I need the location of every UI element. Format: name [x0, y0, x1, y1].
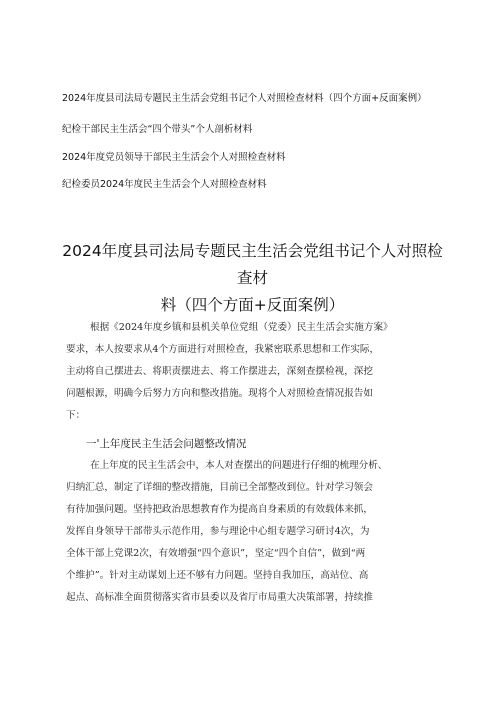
body-line-1: 在上年度的民主生活会中，本人对查摆出的问题进行仔细的梳理分析、: [90, 460, 388, 471]
document-title: [60, 238, 445, 319]
toc-item-4[interactable]: 纪检委员2024年度民主生活会个人对照检查材料: [62, 179, 267, 190]
intro-paragraph: [66, 317, 436, 427]
document-title-line-2: 料（四个方面+反面案例）: [160, 296, 345, 314]
body-line-6: 个维护”。针对主动谋划上还不够有力问题。坚持自我加压，高站位、高: [66, 570, 369, 581]
section-heading: 一'上年度民主生活会问题整改情况: [86, 438, 247, 450]
body-line-2: 归纳汇总，制定了详细的整改措施，目前已全部整改到位。针对学习领会: [66, 482, 373, 493]
intro-line-3: 主动将自己摆进去、将职责摆进去、将工作摆进去，深刻查摆检视，深挖: [66, 366, 373, 377]
body-paragraph: [66, 455, 436, 609]
toc-item-1[interactable]: 2024年度县司法局专题民主生活会党组书记个人对照检查材料（四个方面+反面案例）: [62, 93, 427, 104]
body-line-7: 起点、高标准全面贯彻落实省市县委以及省厅市局重大决策部署，持续推: [66, 592, 373, 603]
toc-item-2[interactable]: 纪检干部民主生活会“四个带头”个人剖析材料: [62, 124, 253, 135]
intro-line-2: 要求，本人按要求从4个方面进行对照检查，我紧密联系思想和工作实际，: [66, 344, 380, 355]
body-line-4: 发挥自身领导干部带头示范作用，参与理论中心组专题学习研讨4次，为: [66, 526, 370, 537]
document-title-line-1: 2024年度县司法局专题民主生活会党组书记个人对照检查材: [62, 242, 443, 287]
intro-line-5: 下：: [66, 410, 86, 421]
intro-line-1: 根据《2024年度乡镇和县机关单位党组（党委）民主生活会实施方案》: [90, 322, 393, 333]
intro-line-4: 问题根源，明确今后努力方向和整改措施。现将个人对照检查情况报告如: [66, 388, 373, 399]
toc-item-3[interactable]: 2024年度党员领导干部民主生活会个人对照检查材料: [62, 152, 286, 163]
body-line-5: 全体干部上党课2次，有效增强“四个意识”，坚定“四个自信”，做到“两: [66, 548, 366, 559]
body-line-3: 有待加强问题。坚持把政治思想教育作为提高自身素质的有效载体来抓，: [66, 504, 373, 515]
